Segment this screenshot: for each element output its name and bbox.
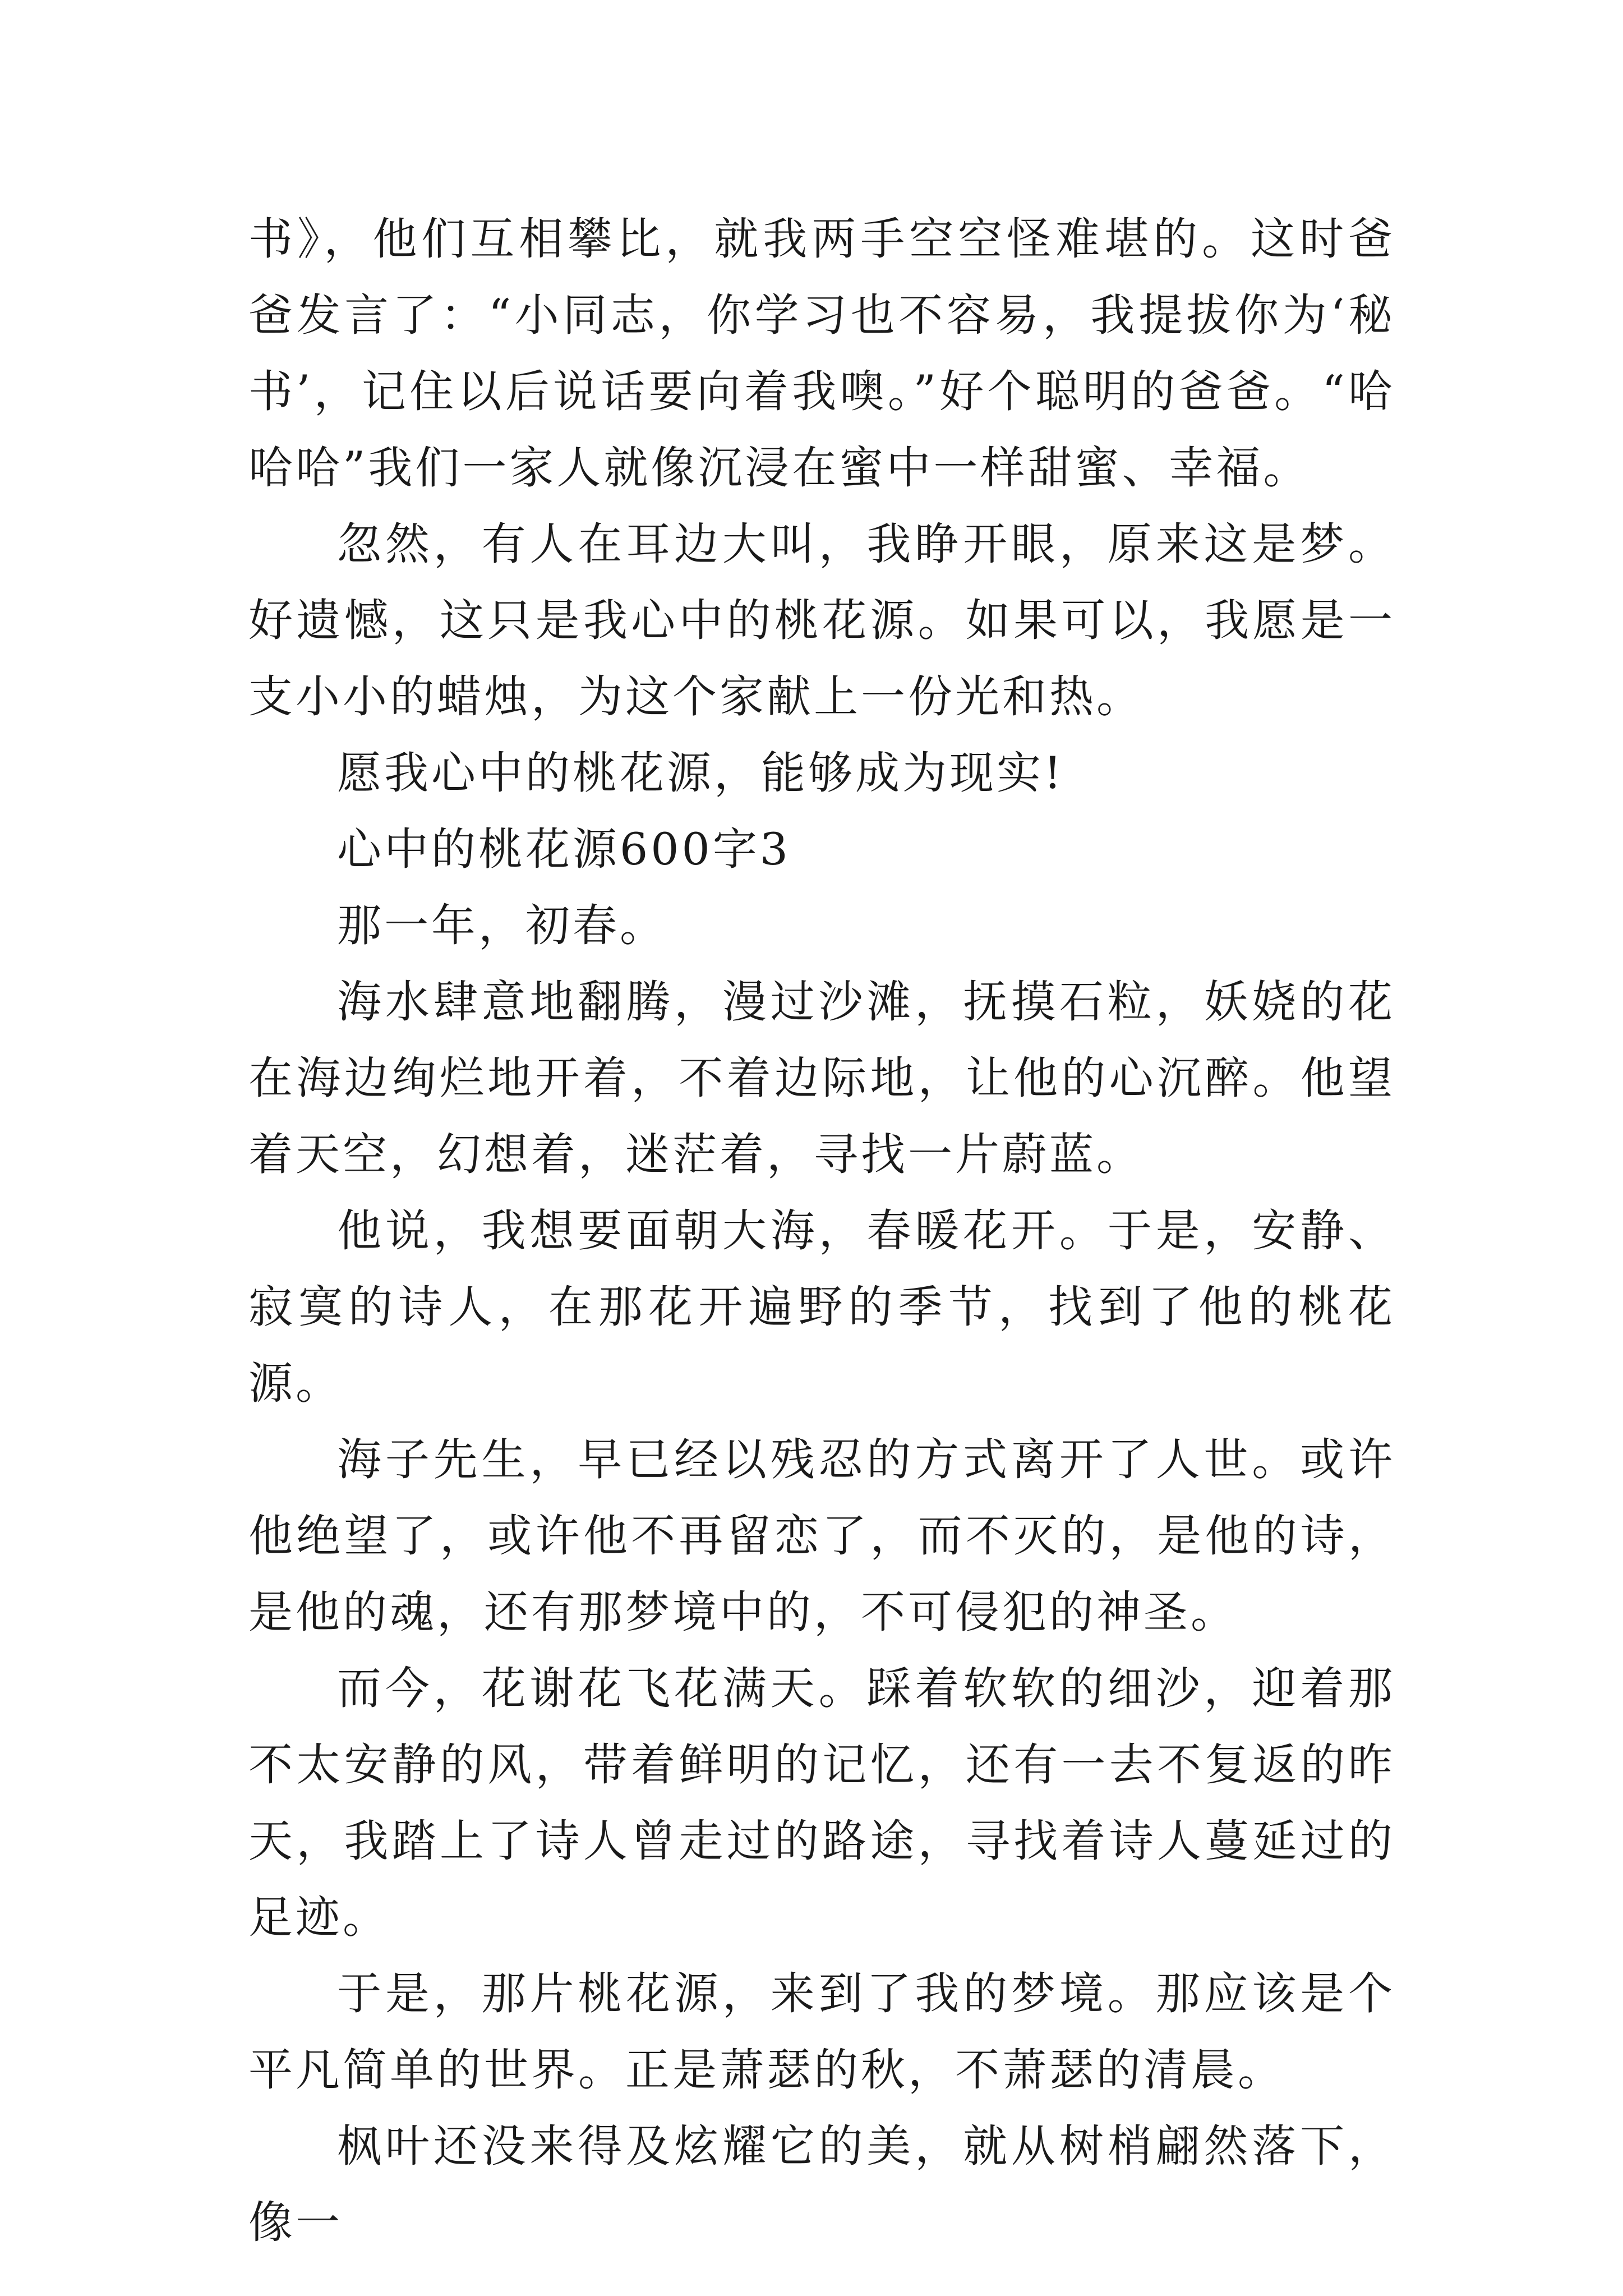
paragraph: 他说，我想要面朝大海，春暖花开。于是，安静、寂寞的诗人，在那花开遍野的季节，找到了他的桃花源。 bbox=[248, 1205, 1395, 1409]
paragraph: 于是，那片桃花源，来到了我的梦境。那应该是个平凡简单的世界。正是萧瑟的秋，不萧瑟的清晨。 bbox=[248, 1968, 1395, 2096]
paragraph: 枫叶还没来得及炫耀它的美，就从树梢翩然落下，像一 bbox=[248, 2120, 1395, 2248]
paragraph: 而今，花谢花飞花满天。踩着软软的细沙，迎着那不太安静的风，带着鲜明的记忆，还有一去不复返的昨天，我踏上了诗人曾走过的路途，寻找着诗人蔓延过的足迹。 bbox=[248, 1663, 1395, 1943]
paragraph: 忽然，有人在耳边大叫，我睁开眼，原来这是梦。好遗憾，这只是我心中的桃花源。如果可以，我愿是一支小小的蜡烛，为这个家献上一份光和热。 bbox=[248, 518, 1395, 723]
paragraph: 愿我心中的桃花源，能够成为现实! bbox=[337, 747, 1064, 799]
paragraph: 书》，他们互相攀比，就我两手空空怪难堪的。这时爸爸发言了：“小同志，你学习也不容易，我提拔你为‘秘书’，记住以后说话要向着我噢。”好个聪明的爸爸。“哈哈哈”我们一家人就像沉浸在蜜中一样甜蜜、幸福。 bbox=[248, 213, 1395, 494]
body-text bbox=[248, 201, 1395, 2261]
paragraph: 海子先生，早已经以残忍的方式离开了人世。或许他绝望了，或许他不再留恋了，而不灭的，是他的诗，是他的魂，还有那梦境中的，不可侵犯的神圣。 bbox=[248, 1434, 1395, 1638]
paragraph: 那一年，初春。 bbox=[337, 900, 667, 951]
paragraph: 海水肆意地翻腾，漫过沙滩，抚摸石粒，妖娆的花在海边绚烂地开着，不着边际地，让他的心沉醉。他望着天空，幻想着，迷茫着，寻找一片蔚蓝。 bbox=[248, 976, 1395, 1180]
section-heading: 心中的桃花源600字3 bbox=[337, 823, 791, 875]
